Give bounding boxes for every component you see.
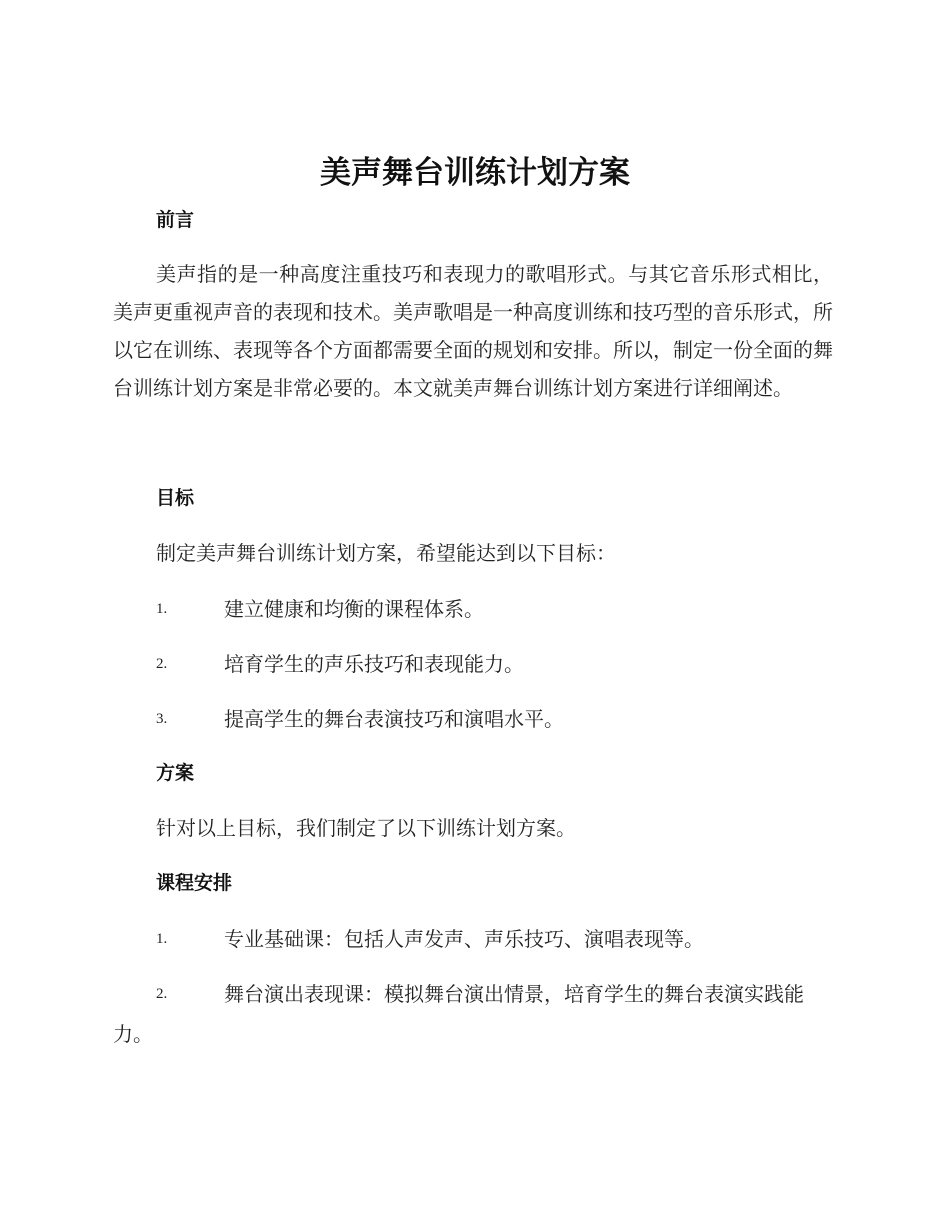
- goal-item-2: [113, 644, 833, 684]
- course-item-number: 2.: [156, 986, 168, 1002]
- preface-paragraph: 美声指的是一种高度注重技巧和表现力的歌唱形式。与其它音乐形式相比，美声更重视声音的表现和技术。美声歌唱是一种高度训练和技巧型的音乐形式，所以它在训练、表现等各个方面都需要全面的规划和安排。所以，制定一份全面的舞台训练计划方案是非常必要的。本文就美声舞台训练计划方案进行详细阐述。: [113, 262, 833, 400]
- goal-item-3: [113, 699, 833, 739]
- goal-item-number: 1.: [156, 601, 168, 617]
- goal-item-text: 建立健康和均衡的课程体系。: [224, 597, 484, 621]
- document-title: 美声舞台训练计划方案: [320, 155, 630, 191]
- heading-preface: 前言: [156, 209, 195, 231]
- heading-courses: 课程安排: [156, 872, 233, 894]
- goal-item-number: 3.: [156, 711, 168, 727]
- heading-goals: 目标: [156, 487, 195, 509]
- course-item-text: 舞台演出表现课：模拟舞台演出情景，培育学生的舞台表演实践能力。: [113, 982, 804, 1046]
- course-item-1: [113, 919, 833, 959]
- goal-item-number: 2.: [156, 656, 168, 672]
- heading-plan: 方案: [156, 762, 195, 784]
- course-item-2: [113, 974, 833, 1054]
- course-item-text: 专业基础课：包括人声发声、声乐技巧、演唱表现等。: [224, 927, 704, 951]
- goals-intro: 制定美声舞台训练计划方案，希望能达到以下目标：: [156, 541, 616, 565]
- course-item-number: 1.: [156, 931, 168, 947]
- goal-item-1: [113, 589, 833, 629]
- goal-item-text: 培育学生的声乐技巧和表现能力。: [224, 652, 524, 676]
- goal-item-text: 提高学生的舞台表演技巧和演唱水平。: [224, 707, 564, 731]
- plan-intro: 针对以上目标，我们制定了以下训练计划方案。: [156, 816, 576, 840]
